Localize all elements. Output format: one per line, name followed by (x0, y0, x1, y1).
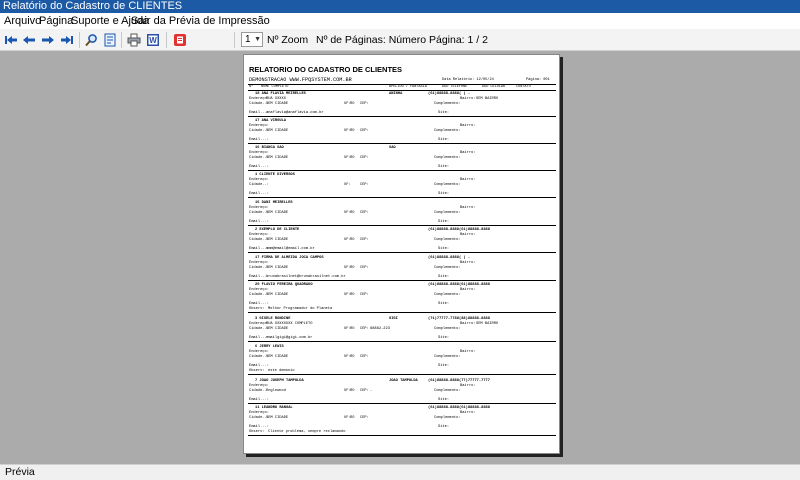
record-divider (248, 374, 556, 375)
email-label: Email...: (249, 425, 269, 430)
record-nick: ANINHA (389, 92, 403, 96)
record-city: SEM CIDADE (266, 210, 289, 215)
record-email: emailgigi@gigi.com.br (266, 336, 313, 341)
uf-label: UF: (344, 155, 351, 160)
bairro-label: Bairro: (460, 150, 476, 155)
record-nick: JOAO TAMPOLDA (389, 379, 418, 383)
pdf-icon (173, 33, 187, 47)
cep-label: CEP: (360, 182, 369, 187)
record-bairro: SEM BAIRRO (476, 96, 499, 101)
record-city: SEM CIDADE (266, 292, 289, 297)
report-date: Data Relatório: 12/05/24 (442, 78, 494, 82)
record-phones: (61)88888-8888( ) - (428, 92, 471, 96)
record-email: anaflavia@anaflavia.com.br (266, 111, 324, 116)
uf-label: UF: (344, 415, 351, 420)
record-city: SEM CIDADE (266, 155, 289, 160)
zoom-value: 1 (245, 34, 251, 45)
email-label: Email...: (249, 220, 269, 225)
city-label: Cidade..: (249, 388, 269, 393)
email-label: Email...: (249, 302, 269, 307)
uf-label: UF: (344, 182, 351, 187)
page-count-label: Nº de Páginas: Número Página: 1 / 2 (316, 34, 488, 46)
cep-label: CEP: (360, 128, 369, 133)
address-label: Endereço: (249, 287, 269, 292)
record-name: 1 CLIENTE DIVERSOS (255, 173, 295, 177)
address-label: Endereço: (249, 349, 269, 354)
complemento-label: Complemento: (434, 101, 461, 106)
site-label: Site: (438, 275, 450, 280)
address-label: Endereço: (249, 205, 269, 210)
search-button[interactable] (83, 32, 99, 48)
toolbar (0, 29, 800, 51)
record-phones: (61)88888-8888(61)88888-8888 (428, 406, 490, 410)
bairro-label: Bairro: (460, 96, 476, 101)
address-label: Endereço: (249, 96, 269, 101)
col-header-nick: APELIDO / FANTASIA (389, 85, 427, 89)
uf-label: UF: (344, 354, 351, 359)
last-page-button[interactable] (59, 32, 75, 48)
menu-bar (0, 13, 800, 29)
record-divider (248, 280, 556, 281)
address-label: Endereço: (249, 260, 269, 265)
record-phones: (71)77777-7788(88)88888-8888 (428, 317, 490, 321)
email-label: Email...: (249, 275, 269, 280)
address-label: Endereço: (249, 177, 269, 182)
menu-pagina[interactable]: Página (39, 15, 74, 27)
record-name: 20 FLAVIO FEREIRA QUADRADO (255, 283, 313, 287)
record-name: 2 EXEMPLO DE CLIENTE (255, 228, 300, 232)
site-label: Site: (438, 192, 450, 197)
cep-label: CEP: (360, 265, 369, 270)
record-city: SEM CIDADE (266, 128, 289, 133)
menu-sair[interactable]: Sair da Prévia de Impressão (131, 15, 270, 27)
col-header-contact: CONTATO (516, 85, 531, 89)
record-uf: RO (350, 155, 355, 160)
city-label: Cidade..: (249, 415, 269, 420)
complemento-label: Complemento: (434, 155, 461, 160)
record-divider (248, 252, 556, 253)
address-label: Endereço: (249, 383, 269, 388)
window-title: Relatório do Cadastro de CLIENTES (0, 0, 800, 13)
bairro-label: Bairro: (460, 410, 476, 415)
cep-label: CEP: (360, 237, 369, 242)
obs-label: Observ: (249, 429, 265, 434)
zoom-label: Nº Zoom (267, 34, 309, 46)
record (248, 228, 556, 253)
uf-label: UF: (344, 265, 351, 270)
address-label: Endereço: (249, 150, 269, 155)
complemento-label: Complemento: (434, 237, 461, 242)
site-label: Site: (438, 336, 450, 341)
record-divider (248, 341, 556, 342)
complemento-label: Complemento: (434, 210, 461, 215)
col-header-phone: DDD TELEFONE (442, 85, 468, 89)
uf-label: UF: (344, 326, 351, 331)
page-view-icon (103, 33, 117, 47)
record-city: Englewood (266, 388, 286, 393)
complemento-label: Complemento: (434, 354, 461, 359)
zoom-select[interactable] (241, 32, 263, 47)
uf-label: UF: (344, 101, 351, 106)
report-subtitle: DEMONSTRACAO WWW.FPQSYSTEM.COM.BR (249, 77, 352, 83)
record-divider (248, 116, 556, 117)
address-label: Endereço: (249, 410, 269, 415)
bairro-label: Bairro: (460, 123, 476, 128)
col-header-number: Nº (249, 85, 254, 89)
bairro-label: Bairro: (460, 349, 476, 354)
col-header-cell: DDD CELULAR (482, 85, 506, 89)
cep-label: CEP: (360, 155, 369, 160)
obs-label: Observ: (249, 368, 265, 373)
record-divider (248, 403, 556, 404)
record (248, 317, 556, 342)
record-divider (248, 197, 556, 198)
email-label: Email...: (249, 111, 269, 116)
cep-label: CEP: (360, 101, 369, 106)
record-uf: RO (350, 101, 355, 106)
complemento-label: Complemento: (434, 292, 461, 297)
chevron-down-icon: ▼ (254, 36, 261, 43)
record-obs: Cliente problema, sempre reclamando (268, 429, 346, 434)
site-label: Site: (438, 111, 450, 116)
record-cep: - (370, 388, 373, 393)
record (248, 146, 556, 171)
record-address: RUA XXXXXXXX COMPLETO (266, 321, 313, 326)
report-page-number: Página: 001 (526, 78, 550, 82)
record-phones: (61)88888-8888(61)88888-8888 (428, 283, 490, 287)
record (248, 92, 556, 117)
arrow-left-icon (22, 34, 36, 46)
page-view-button[interactable] (102, 32, 118, 48)
record-uf: RO (350, 388, 355, 393)
email-label: Email...: (249, 336, 269, 341)
record-bairro: SEM BAIRRO (476, 321, 499, 326)
bairro-label: Bairro: (460, 260, 476, 265)
site-label: Site: (438, 138, 450, 143)
record-divider (248, 435, 556, 436)
city-label: Cidade..: (249, 210, 269, 215)
bairro-label: Bairro: (460, 383, 476, 388)
address-label: Endereço: (249, 232, 269, 237)
record-address: RUA XXXXX (266, 96, 286, 101)
word-icon (146, 33, 160, 47)
bairro-label: Bairro: (460, 287, 476, 292)
address-label: Endereço: (249, 321, 269, 326)
record-phones: (61)88888-8888(77)77777-7777 (428, 379, 490, 383)
uf-label: UF: (344, 128, 351, 133)
record (248, 201, 556, 226)
record-name: 7 JOAO JOSEPH TAMPOLDA (255, 379, 304, 383)
record-city: SEM CIDADE (266, 265, 289, 270)
record-name: 16 BIANCA SAO (255, 146, 284, 150)
record-nick: SAO (389, 146, 396, 150)
status-text: Prévia (5, 466, 35, 478)
record (248, 379, 556, 404)
record-uf: RO (350, 128, 355, 133)
record-divider (248, 143, 556, 144)
report-page (243, 54, 560, 454)
bairro-label: Bairro: (460, 232, 476, 237)
status-bar (0, 464, 800, 480)
menu-suporte[interactable]: Suporte e Ajuda (71, 15, 150, 27)
bairro-label: Bairro: (460, 177, 476, 182)
record-name: 18 ANA FLAVIA MEIRELLES (255, 92, 306, 96)
complemento-label: Complemento: (434, 265, 461, 270)
record-name: 11 LEANDRO RANGAL (255, 406, 293, 410)
record-city: SEM CIDADE (266, 237, 289, 242)
record-obs: Melhor Programador do Planeta (268, 306, 333, 311)
complemento-label: Complemento: (434, 128, 461, 133)
city-label: Cidade..: (249, 182, 269, 187)
prev-page-button[interactable] (21, 32, 37, 48)
record-uf: RO (350, 292, 355, 297)
uf-label: UF: (344, 292, 351, 297)
bairro-label: Bairro: (460, 321, 476, 326)
record-name: 15 DANI MEIRELLES (255, 201, 293, 205)
address-label: Endereço: (249, 123, 269, 128)
email-label: Email...: (249, 165, 269, 170)
cep-label: CEP: (360, 292, 369, 297)
cep-label: CEP: (360, 210, 369, 215)
record (248, 173, 556, 198)
record (248, 256, 556, 281)
uf-label: UF: (344, 237, 351, 242)
complemento-label: Complemento: (434, 182, 461, 187)
arrow-right-icon (41, 34, 55, 46)
record-email: brunabrasilnet@brunabrasilnet.com.br (266, 275, 346, 280)
site-label: Site: (438, 220, 450, 225)
complemento-label: Complemento: (434, 415, 461, 420)
report-title: RELATORIO DO CADASTRO DE CLIENTES (249, 65, 403, 74)
site-label: Site: (438, 247, 450, 252)
record-city: SEM CIDADE (266, 415, 289, 420)
city-label: Cidade..: (249, 292, 269, 297)
site-label: Site: (438, 398, 450, 403)
site-label: Site: (438, 302, 450, 307)
complemento-label: Complemento: (434, 388, 461, 393)
print-button[interactable] (126, 32, 142, 48)
record-name: 17 FIRMA DE ALMEIDA JOCA CAMPOS (255, 256, 324, 260)
email-label: Email...: (249, 138, 269, 143)
record-uf: RO (350, 415, 355, 420)
city-label: Cidade..: (249, 237, 269, 242)
record-city: SEM CIDADE (266, 326, 289, 331)
record-name: 17 ANA VIRGULA (255, 119, 286, 123)
printer-icon (127, 33, 141, 47)
record-divider (248, 225, 556, 226)
complemento-label: Complemento: (434, 326, 461, 331)
record-city: SEM CIDADE (266, 354, 289, 359)
record-phones: (61)88888-8888( ) - (428, 256, 471, 260)
menu-arquivo[interactable]: Arquivo (4, 15, 42, 27)
preview-canvas[interactable] (0, 51, 800, 464)
record-nick: GIGI (389, 317, 398, 321)
bairro-label: Bairro: (460, 205, 476, 210)
email-label: Email...: (249, 398, 269, 403)
last-page-icon (60, 34, 74, 46)
city-label: Cidade..: (249, 128, 269, 133)
record (248, 119, 556, 144)
record-obs: este demonio (268, 368, 295, 373)
record-uf: RO (350, 210, 355, 215)
export-word-button[interactable] (145, 32, 161, 48)
city-label: Cidade..: (249, 326, 269, 331)
search-icon (84, 33, 98, 47)
cep-label: CEP: (360, 415, 369, 420)
cep-label: CEP: (360, 354, 369, 359)
record-uf: RO (350, 354, 355, 359)
city-label: Cidade..: (249, 354, 269, 359)
record-divider (248, 170, 556, 171)
site-label: Site: (438, 364, 450, 369)
obs-label: Observ: (249, 306, 265, 311)
col-header-name: NOME COMPLETO (261, 85, 289, 89)
city-label: Cidade..: (249, 265, 269, 270)
record-divider (248, 312, 556, 313)
email-label: Email...: (249, 192, 269, 197)
record-cep: 88882-223 (370, 326, 390, 331)
record-name: 3 GISELE RONDINE (255, 317, 291, 321)
first-page-button[interactable] (3, 32, 19, 48)
next-page-button[interactable] (40, 32, 56, 48)
record-city: SEM CIDADE (266, 101, 289, 106)
cep-label: CEP: (360, 326, 369, 331)
city-label: Cidade..: (249, 101, 269, 106)
uf-label: UF: (344, 388, 351, 393)
record (248, 283, 556, 313)
record-phones: (61)88888-8888(61)88888-8888 (428, 228, 490, 232)
record-uf: RO (350, 326, 355, 331)
record-uf: RO (350, 265, 355, 270)
svg-text:W: W (149, 36, 157, 45)
email-label: Email...: (249, 247, 269, 252)
record-email: mmm@email@email.com.br (266, 247, 315, 252)
site-label: Site: (438, 165, 450, 170)
record-uf: RO (350, 237, 355, 242)
city-label: Cidade..: (249, 155, 269, 160)
email-label: Email...: (249, 364, 269, 369)
first-page-icon (4, 34, 18, 46)
record-name: 6 JERRY LEWIS (255, 345, 284, 349)
record (248, 345, 556, 375)
cep-label: CEP: (360, 388, 369, 393)
export-pdf-button[interactable] (172, 32, 188, 48)
site-label: Site: (438, 425, 450, 430)
record (248, 406, 556, 436)
uf-label: UF: (344, 210, 351, 215)
